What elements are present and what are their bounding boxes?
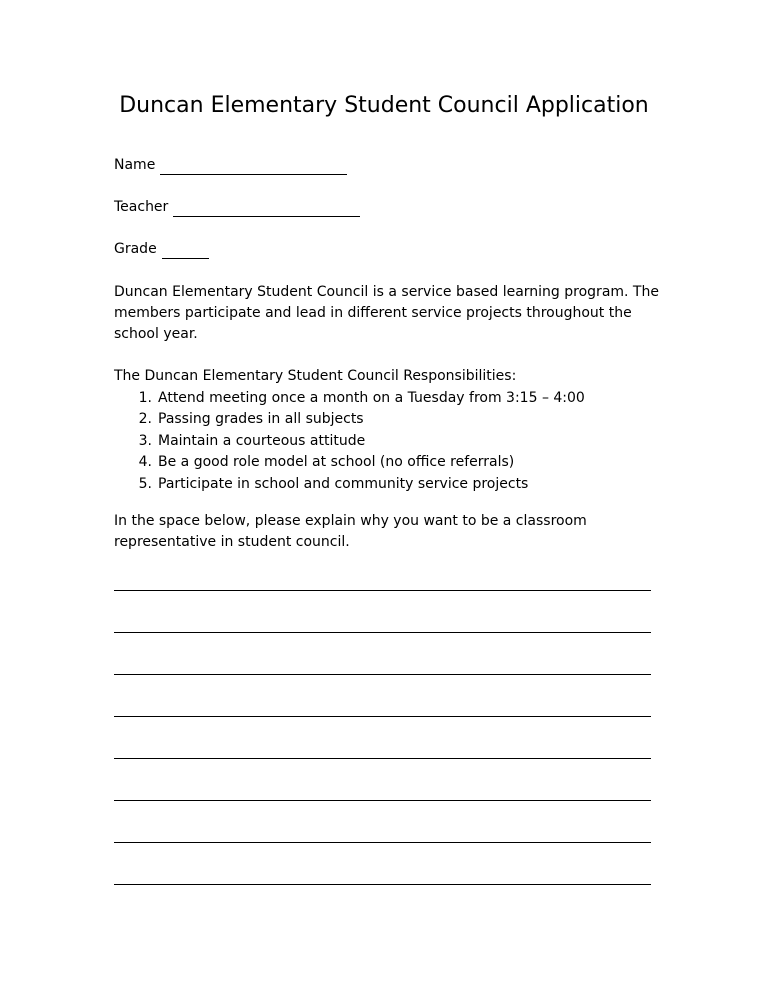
list-text: Participate in school and community service projects [158,475,529,492]
grade-label: Grade [114,241,157,257]
answer-line[interactable] [114,800,651,801]
list-number: 3. [138,432,152,449]
answer-line[interactable] [114,884,651,885]
teacher-blank[interactable] [173,201,360,217]
answer-line[interactable] [114,632,651,633]
answer-line[interactable] [114,842,651,843]
list-item [114,409,585,431]
grade-field[interactable] [114,239,209,259]
responsibilities-section [114,366,585,495]
name-label: Name [114,157,156,173]
list-number: 1. [138,389,152,406]
answer-line[interactable] [114,590,651,591]
page-title: Duncan Elementary Student Council Application [119,93,649,118]
essay-prompt: In the space below, please explain why you want to be a classroom representative in student council. [114,513,587,550]
list-number: 2. [138,411,152,427]
name-blank[interactable] [160,159,347,175]
list-text: Attend meeting once a month on a Tuesday from 3:15 – 4:00 [158,389,585,406]
list-number: 5. [138,475,152,492]
list-text: Be a good role model at school (no office referrals) [158,454,515,470]
intro-paragraph: Duncan Elementary Student Council is a service based learning program. The members participate and lead in different service projects throughout the school year. [114,284,659,342]
teacher-field[interactable] [114,197,360,217]
answer-line[interactable] [114,716,651,717]
list-item [114,431,585,453]
answer-line[interactable] [114,674,651,675]
list-item [114,452,585,474]
list-text: Maintain a courteous attitude [158,432,366,449]
list-number: 4. [138,454,152,470]
list-text: Passing grades in all subjects [158,411,364,427]
responsibilities-heading: The Duncan Elementary Student Council Responsibilities: [114,368,517,384]
teacher-label: Teacher [114,199,169,215]
name-field[interactable] [114,155,347,175]
list-item [114,388,585,410]
grade-blank[interactable] [162,243,209,259]
answer-line[interactable] [114,758,651,759]
list-item [114,474,585,496]
